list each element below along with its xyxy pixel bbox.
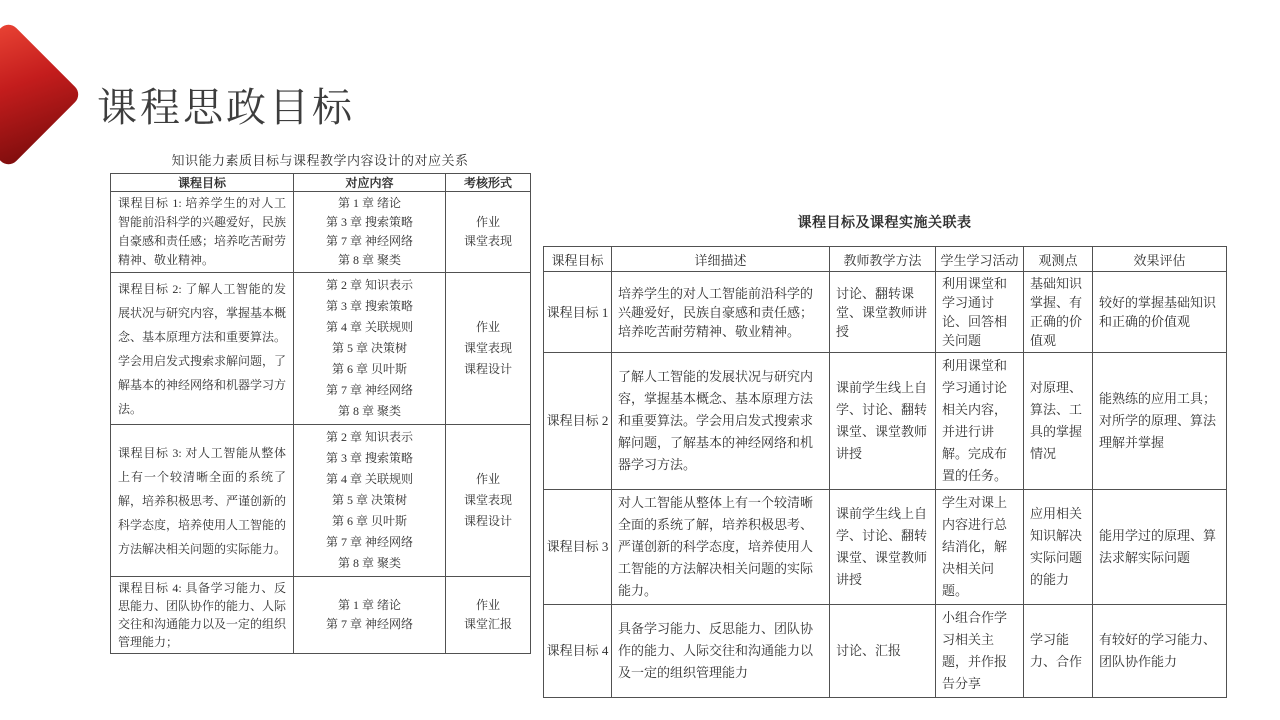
course-goal-cell: 课程目标 4: 具备学习能力、反思能力、团队协作的能力、人际交往和沟通能力以及一定的组织管理能力；: [111, 577, 294, 654]
effect-evaluation-cell: 有较好的学习能力、团队协作能力: [1093, 605, 1227, 698]
right-col-header-learning-activity: 学生学习活动: [936, 247, 1024, 272]
course-goal-cell: 课程目标 3: 对人工智能从整体上有一个较清晰全面的系统了解，培养积极思考、严谨创新的科学态度，培养使用人工智能的方法解决相关问题的实际能力。: [111, 425, 294, 577]
teaching-method-cell: 课前学生线上自学、讨论、翻转课堂、课堂教师讲授: [830, 353, 936, 490]
assessment-line: 作业: [475, 320, 500, 334]
course-goal-cell: 课程目标 1: [544, 272, 612, 353]
learning-activity-cell: 利用课堂和学习通讨论、回答相关问题: [936, 272, 1024, 353]
chapter-line: 第 5 章 决策树: [331, 341, 407, 355]
effect-evaluation-cell: 能用学过的原理、算法求解实际问题: [1093, 490, 1227, 605]
right-col-header-observation-point: 观测点: [1024, 247, 1093, 272]
right-col-header-teaching-method: 教师教学方法: [830, 247, 936, 272]
left-table-row: [111, 192, 531, 273]
chapter-line: 第 3 章 搜索策略: [325, 215, 413, 229]
knowledge-content-mapping-block: [110, 150, 530, 654]
course-goal-cell: 课程目标 2: [544, 353, 612, 490]
course-goal-cell: 课程目标 4: [544, 605, 612, 698]
red-diamond-decoration: [0, 20, 83, 168]
teaching-method-cell: 课前学生线上自学、讨论、翻转课堂、课堂教师讲授: [830, 490, 936, 605]
slide-title: 课程思政目标: [97, 85, 355, 130]
assessment-line: 作业: [475, 215, 500, 229]
chapter-line: 第 7 章 神经网络: [325, 535, 413, 549]
chapter-line: 第 8 章 聚类: [337, 556, 401, 570]
description-cell: 培养学生的对人工智能前沿科学的兴趣爱好，民族自豪感和责任感；培养吃苦耐劳精神、敬业精神。: [612, 272, 830, 353]
observation-point-cell: 基础知识掌握、有正确的价值观: [1024, 272, 1093, 353]
assessment-line: 课堂表现: [463, 341, 512, 355]
assessment-line: 课程设计: [463, 362, 512, 376]
right-table-row: [544, 272, 1227, 353]
chapter-line: 第 7 章 神经网络: [325, 234, 413, 248]
right-table-row: [544, 353, 1227, 490]
right-col-header-course-goal: 课程目标: [544, 247, 612, 272]
left-table-row: [111, 273, 531, 425]
assessment-line: 课堂表现: [463, 234, 512, 248]
right-col-header-description: 详细描述: [612, 247, 830, 272]
course-goal-cell: 课程目标 1: 培养学生的对人工智能前沿科学的兴趣爱好，民族自豪感和责任感；培养吃苦耐劳精神、敬业精神。: [111, 192, 294, 273]
assessment-line: 课堂表现: [463, 493, 512, 507]
left-col-header-assessment-form: 考核形式: [446, 174, 531, 192]
goal-implementation-block: [543, 212, 1226, 698]
course-goal-cell: 课程目标 2: 了解人工智能的发展状况与研究内容，掌握基本概念、基本原理方法和重要算法。学会用启发式搜索求解问题，了解基本的神经网络和机器学习方法。: [111, 273, 294, 425]
right-col-header-effect-evaluation: 效果评估: [1093, 247, 1227, 272]
knowledge-content-mapping-table: [110, 173, 531, 654]
corresponding-content-cell: [294, 192, 446, 273]
left-col-header-course-goal: 课程目标: [111, 174, 294, 192]
assessment-line: 课程设计: [463, 514, 512, 528]
corresponding-content-cell: [294, 577, 446, 654]
chapter-line: 第 3 章 搜索策略: [325, 451, 413, 465]
assessment-form-cell: [446, 425, 531, 577]
right-table-caption: 课程目标及课程实施关联表: [797, 216, 972, 231]
chapter-line: 第 6 章 贝叶斯: [331, 514, 407, 528]
corresponding-content-cell: [294, 425, 446, 577]
chapter-line: 第 2 章 知识表示: [325, 278, 413, 292]
course-goal-cell: 课程目标 3: [544, 490, 612, 605]
observation-point-cell: 对原理、算法、工具的掌握情况: [1024, 353, 1093, 490]
observation-point-cell: 学习能力、合作: [1024, 605, 1093, 698]
left-table-body: [111, 192, 531, 654]
chapter-line: 第 7 章 神经网络: [325, 617, 413, 631]
left-table-caption: 知识能力素质目标与课程教学内容设计的对应关系: [171, 153, 469, 168]
chapter-line: 第 4 章 关联规则: [325, 320, 413, 334]
assessment-form-cell: [446, 273, 531, 425]
right-table-body: [544, 272, 1227, 698]
left-table-header-row: [111, 174, 531, 192]
learning-activity-cell: 利用课堂和学习通讨论相关内容，并进行讲解。完成布置的任务。: [936, 353, 1024, 490]
chapter-line: 第 3 章 搜索策略: [325, 299, 413, 313]
chapter-line: 第 4 章 关联规则: [325, 472, 413, 486]
assessment-line: 课堂汇报: [463, 617, 512, 631]
assessment-line: 作业: [475, 472, 500, 486]
teaching-method-cell: 讨论、翻转课堂、课堂教师讲授: [830, 272, 936, 353]
learning-activity-cell: 学生对课上内容进行总结消化，解决相关问题。: [936, 490, 1024, 605]
chapter-line: 第 8 章 聚类: [337, 404, 401, 418]
corresponding-content-cell: [294, 273, 446, 425]
description-cell: 具备学习能力、反思能力、团队协作的能力、人际交往和沟通能力以及一定的组织管理能力: [612, 605, 830, 698]
effect-evaluation-cell: 能熟练的应用工具；对所学的原理、算法理解并掌握: [1093, 353, 1227, 490]
description-cell: 了解人工智能的发展状况与研究内容，掌握基本概念、基本原理方法和重要算法。学会用启发式搜索求解问题，了解基本的神经网络和机器学习方法。: [612, 353, 830, 490]
right-table-row: [544, 490, 1227, 605]
right-table-row: [544, 605, 1227, 698]
left-col-header-corresponding-content: 对应内容: [294, 174, 446, 192]
assessment-form-cell: [446, 192, 531, 273]
left-table-row: [111, 425, 531, 577]
learning-activity-cell: 小组合作学习相关主题，并作报告分享: [936, 605, 1024, 698]
description-cell: 对人工智能从整体上有一个较清晰全面的系统了解，培养积极思考、严谨创新的科学态度，培养使用人工智能的方法解决相关问题的实际能力。: [612, 490, 830, 605]
observation-point-cell: 应用相关知识解决实际问题的能力: [1024, 490, 1093, 605]
left-table-row: [111, 577, 531, 654]
teaching-method-cell: 讨论、汇报: [830, 605, 936, 698]
chapter-line: 第 1 章 绪论: [337, 196, 401, 210]
chapter-line: 第 7 章 神经网络: [325, 383, 413, 397]
right-table-header-row: [544, 247, 1227, 272]
chapter-line: 第 6 章 贝叶斯: [331, 362, 407, 376]
goal-implementation-table: [543, 246, 1227, 698]
assessment-form-cell: [446, 577, 531, 654]
chapter-line: 第 5 章 决策树: [331, 493, 407, 507]
assessment-line: 作业: [475, 598, 500, 612]
chapter-line: 第 1 章 绪论: [337, 598, 401, 612]
effect-evaluation-cell: 较好的掌握基础知识和正确的价值观: [1093, 272, 1227, 353]
chapter-line: 第 8 章 聚类: [337, 253, 401, 267]
chapter-line: 第 2 章 知识表示: [325, 430, 413, 444]
